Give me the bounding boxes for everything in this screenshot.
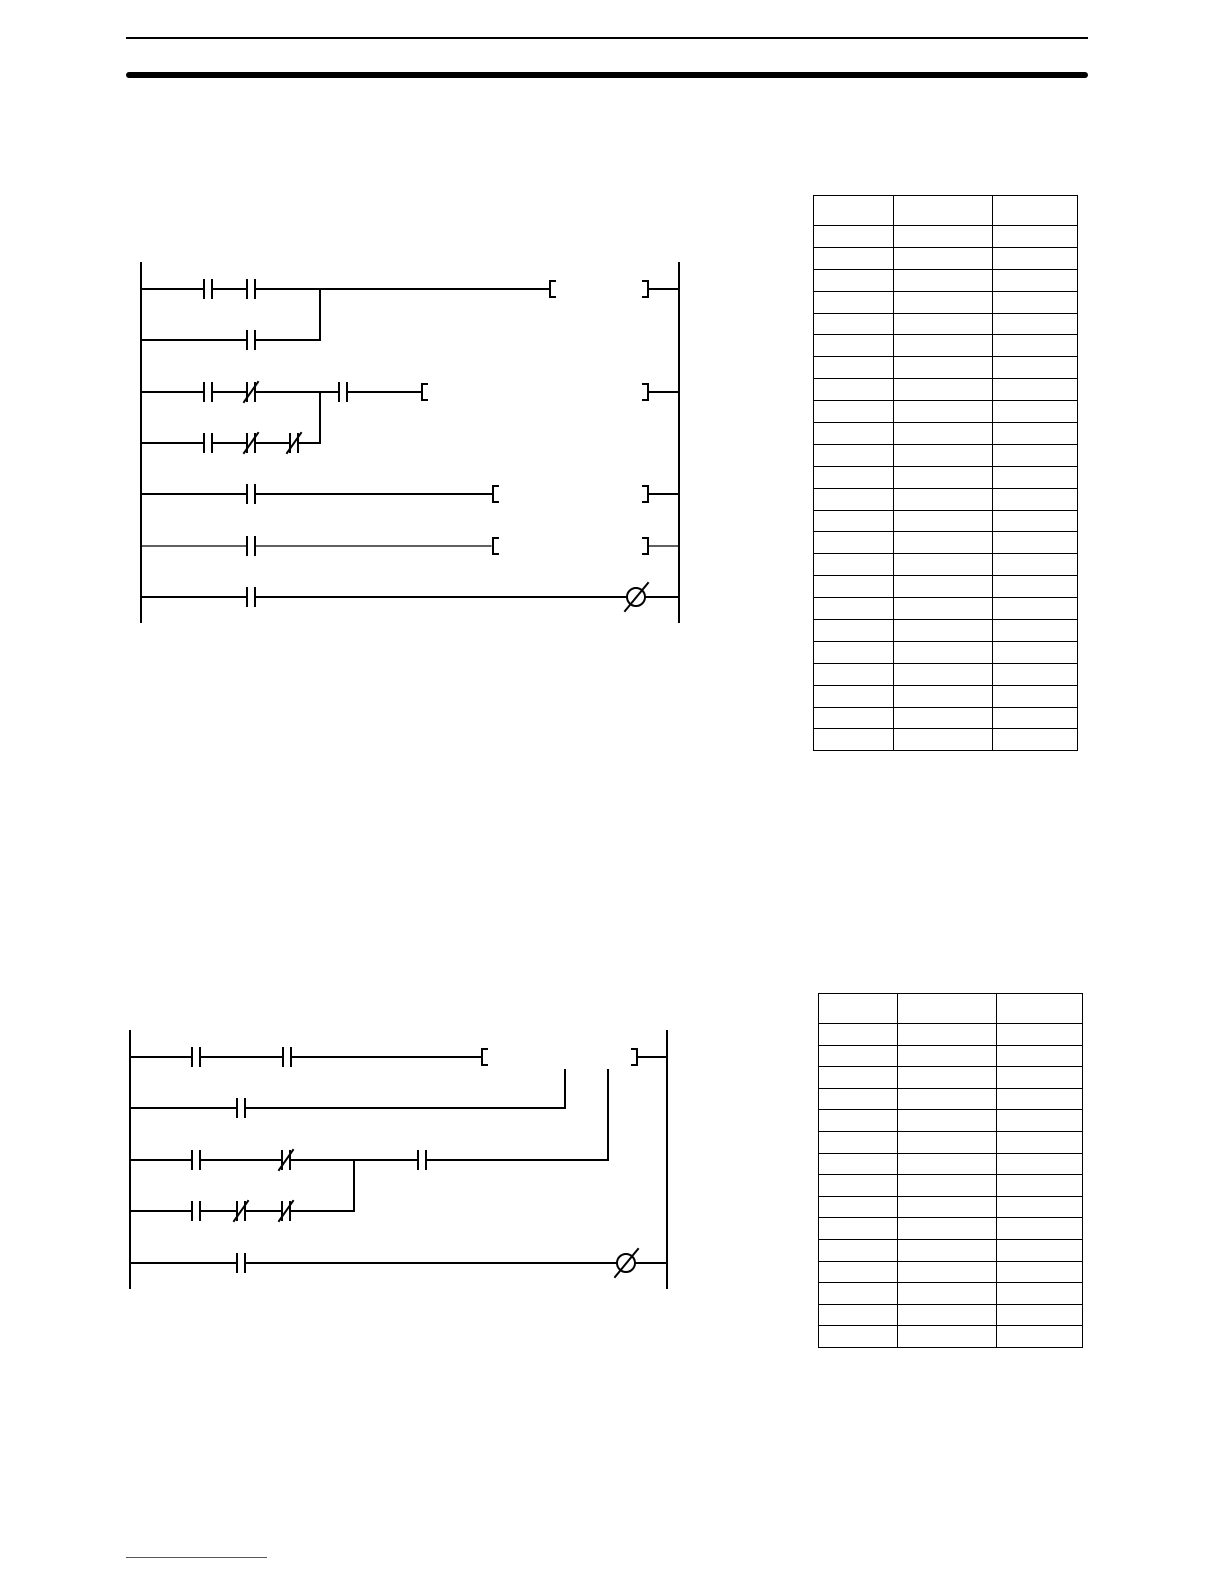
output-bracket-right-icon: [632, 1049, 637, 1065]
table-row: [819, 1239, 1083, 1261]
table-cell: [993, 729, 1078, 751]
table-cell: [993, 532, 1078, 554]
table-cell: [898, 1283, 997, 1305]
table-cell: [993, 357, 1078, 379]
rung-3: [130, 1150, 608, 1170]
table-cell: [894, 444, 993, 466]
table-cell: [814, 313, 894, 335]
table-cell: [997, 1304, 1083, 1326]
table-cell: [894, 663, 993, 685]
table-cell: [814, 488, 894, 510]
table-row: [814, 576, 1078, 598]
table-row: [814, 466, 1078, 488]
table-row: [814, 707, 1078, 729]
table-cell: [997, 1088, 1083, 1110]
table-cell: [814, 707, 894, 729]
table-row: [814, 729, 1078, 751]
table-row: [819, 1067, 1083, 1089]
table-cell: [898, 1045, 997, 1067]
table-cell: [814, 269, 894, 291]
table-cell: [814, 663, 894, 685]
table-cell: [898, 1218, 997, 1240]
table-row: [814, 313, 1078, 335]
mnemonic-table-1: [813, 195, 1078, 751]
table-row: [814, 291, 1078, 313]
table-cell: [993, 444, 1078, 466]
table-cell: [894, 598, 993, 620]
table-row: [819, 1110, 1083, 1132]
table-row: [814, 510, 1078, 532]
table-cell: [894, 685, 993, 707]
table-cell: [993, 598, 1078, 620]
table-cell: [894, 466, 993, 488]
contact-no-icon: [237, 1099, 245, 1117]
table-cell: [898, 1261, 997, 1283]
table-cell: [997, 1326, 1083, 1348]
rung-4: [130, 1160, 354, 1221]
table-cell: [898, 1131, 997, 1153]
rung-1: [130, 1048, 667, 1160]
table-row: [819, 1024, 1083, 1046]
table-cell: [814, 291, 894, 313]
table-row: [814, 401, 1078, 423]
table-row: [814, 488, 1078, 510]
output-bracket-right-icon: [643, 384, 648, 400]
table-row: [819, 1326, 1083, 1348]
rung-1: [141, 280, 679, 298]
contact-no-icon: [339, 383, 347, 401]
table-cell: [819, 1196, 898, 1218]
table-cell: [894, 423, 993, 445]
contact-no-icon: [418, 1151, 426, 1169]
output-bracket-left-icon: [422, 384, 427, 400]
table-header-cell: [997, 994, 1083, 1024]
table-cell: [819, 1261, 898, 1283]
table-cell: [894, 379, 993, 401]
table-cell: [894, 357, 993, 379]
table-cell: [814, 466, 894, 488]
table-cell: [814, 379, 894, 401]
table-2-body: [819, 994, 1083, 1348]
ladder-diagram-1: [141, 263, 679, 622]
table-cell: [993, 379, 1078, 401]
table-cell: [814, 554, 894, 576]
table-cell: [898, 1304, 997, 1326]
table-header-cell: [993, 196, 1078, 226]
table-cell: [814, 423, 894, 445]
table-header-cell: [814, 196, 894, 226]
output-bracket-left-icon: [550, 281, 555, 297]
table-header-cell: [819, 994, 898, 1024]
table-cell: [814, 510, 894, 532]
table-cell: [898, 1196, 997, 1218]
table-cell: [814, 620, 894, 642]
table-cell: [997, 1261, 1083, 1283]
table-cell: [993, 401, 1078, 423]
table-cell: [898, 1175, 997, 1197]
mnemonic-table-2: [818, 993, 1083, 1348]
table-row: [814, 641, 1078, 663]
table-cell: [993, 554, 1078, 576]
table-cell: [993, 641, 1078, 663]
table-cell: [894, 620, 993, 642]
table-cell: [898, 1024, 997, 1046]
table-row: [814, 532, 1078, 554]
table-cell: [993, 466, 1078, 488]
table-cell: [997, 1153, 1083, 1175]
table-header-cell: [894, 196, 993, 226]
table-cell: [814, 226, 894, 248]
contact-no-icon: [283, 1048, 291, 1066]
table-cell: [997, 1110, 1083, 1132]
table-cell: [993, 335, 1078, 357]
table-row: [814, 444, 1078, 466]
table-cell: [894, 554, 993, 576]
rung-7: [141, 583, 679, 611]
table-cell: [814, 401, 894, 423]
table-cell: [993, 423, 1078, 445]
table-cell: [997, 1218, 1083, 1240]
table-cell: [993, 510, 1078, 532]
table-cell: [993, 269, 1078, 291]
contact-no-icon: [204, 280, 212, 298]
contact-no-icon: [247, 537, 255, 555]
contact-no-icon: [204, 383, 212, 401]
contact-no-icon: [247, 588, 255, 606]
table-cell: [819, 1153, 898, 1175]
table-row: [814, 247, 1078, 269]
table-cell: [819, 1326, 898, 1348]
table-cell: [894, 729, 993, 751]
table-cell: [993, 685, 1078, 707]
table-cell: [819, 1110, 898, 1132]
table-row: [819, 1196, 1083, 1218]
contact-no-icon: [192, 1048, 200, 1066]
table-row: [814, 226, 1078, 248]
contact-no-icon: [192, 1151, 200, 1169]
rung-5: [141, 485, 679, 503]
table-cell: [993, 576, 1078, 598]
table-row: [819, 1045, 1083, 1067]
table-cell: [993, 291, 1078, 313]
table-cell: [819, 1024, 898, 1046]
table-cell: [814, 357, 894, 379]
table-cell: [814, 598, 894, 620]
table-cell: [894, 247, 993, 269]
table-row: [814, 269, 1078, 291]
table-cell: [819, 1175, 898, 1197]
table-cell: [819, 1218, 898, 1240]
table-row: [819, 1283, 1083, 1305]
table-row: [814, 335, 1078, 357]
table-cell: [997, 1024, 1083, 1046]
table-row: [814, 423, 1078, 445]
footer-link-underline: [126, 1557, 267, 1558]
table-cell: [894, 488, 993, 510]
table-row: [819, 1304, 1083, 1326]
table-row: [819, 1088, 1083, 1110]
contact-no-icon: [247, 331, 255, 349]
table-cell: [894, 226, 993, 248]
table-cell: [894, 313, 993, 335]
table-header-row: [814, 196, 1078, 226]
table-cell: [993, 226, 1078, 248]
ladder-diagram-2: [130, 1031, 667, 1288]
rung-6: [141, 537, 679, 555]
table-cell: [894, 510, 993, 532]
contact-no-icon: [247, 280, 255, 298]
rung-4: [141, 392, 320, 453]
table-cell: [819, 1131, 898, 1153]
output-bracket-left-icon: [493, 486, 498, 502]
table-cell: [814, 641, 894, 663]
table-cell: [894, 641, 993, 663]
table-row: [819, 1153, 1083, 1175]
output-bracket-left-icon: [493, 538, 498, 554]
table-header-row: [819, 994, 1083, 1024]
contact-no-icon: [247, 485, 255, 503]
table-cell: [993, 247, 1078, 269]
table-row: [819, 1218, 1083, 1240]
table-row: [814, 554, 1078, 576]
table-row: [814, 685, 1078, 707]
table-row: [814, 620, 1078, 642]
output-bracket-left-icon: [482, 1049, 487, 1065]
table-cell: [819, 1239, 898, 1261]
table-cell: [814, 685, 894, 707]
table-row: [819, 1261, 1083, 1283]
table-row: [814, 357, 1078, 379]
rung-2: [130, 1099, 565, 1117]
table-cell: [898, 1088, 997, 1110]
table-row: [814, 663, 1078, 685]
table-cell: [894, 707, 993, 729]
table-cell: [993, 488, 1078, 510]
contact-no-icon: [237, 1254, 245, 1272]
table-cell: [894, 291, 993, 313]
rung-2: [141, 289, 320, 349]
table-cell: [898, 1110, 997, 1132]
table-cell: [894, 335, 993, 357]
table-cell: [898, 1153, 997, 1175]
table-cell: [997, 1067, 1083, 1089]
contact-no-icon: [192, 1202, 200, 1220]
table-header-cell: [898, 994, 997, 1024]
rung-3: [141, 382, 679, 402]
table-cell: [894, 532, 993, 554]
table-cell: [997, 1196, 1083, 1218]
table-cell: [898, 1326, 997, 1348]
table-cell: [997, 1131, 1083, 1153]
table-cell: [993, 663, 1078, 685]
table-cell: [898, 1067, 997, 1089]
table-cell: [814, 247, 894, 269]
table-cell: [814, 729, 894, 751]
table-row: [819, 1175, 1083, 1197]
table-row: [814, 379, 1078, 401]
rung-5: [130, 1249, 667, 1277]
table-1-body: [814, 196, 1078, 751]
output-bracket-right-icon: [643, 281, 648, 297]
table-cell: [894, 576, 993, 598]
table-cell: [997, 1239, 1083, 1261]
table-cell: [898, 1239, 997, 1261]
table-cell: [819, 1067, 898, 1089]
contact-no-icon: [204, 434, 212, 452]
table-cell: [894, 401, 993, 423]
output-bracket-right-icon: [643, 486, 648, 502]
output-bracket-right-icon: [643, 538, 648, 554]
table-cell: [997, 1283, 1083, 1305]
table-cell: [997, 1175, 1083, 1197]
table-cell: [814, 576, 894, 598]
table-cell: [819, 1283, 898, 1305]
table-cell: [993, 313, 1078, 335]
table-cell: [894, 269, 993, 291]
table-cell: [819, 1304, 898, 1326]
table-cell: [814, 444, 894, 466]
table-cell: [819, 1045, 898, 1067]
table-cell: [993, 707, 1078, 729]
table-cell: [993, 620, 1078, 642]
table-row: [814, 598, 1078, 620]
table-cell: [819, 1088, 898, 1110]
table-cell: [814, 532, 894, 554]
table-cell: [814, 335, 894, 357]
table-row: [819, 1131, 1083, 1153]
table-cell: [997, 1045, 1083, 1067]
